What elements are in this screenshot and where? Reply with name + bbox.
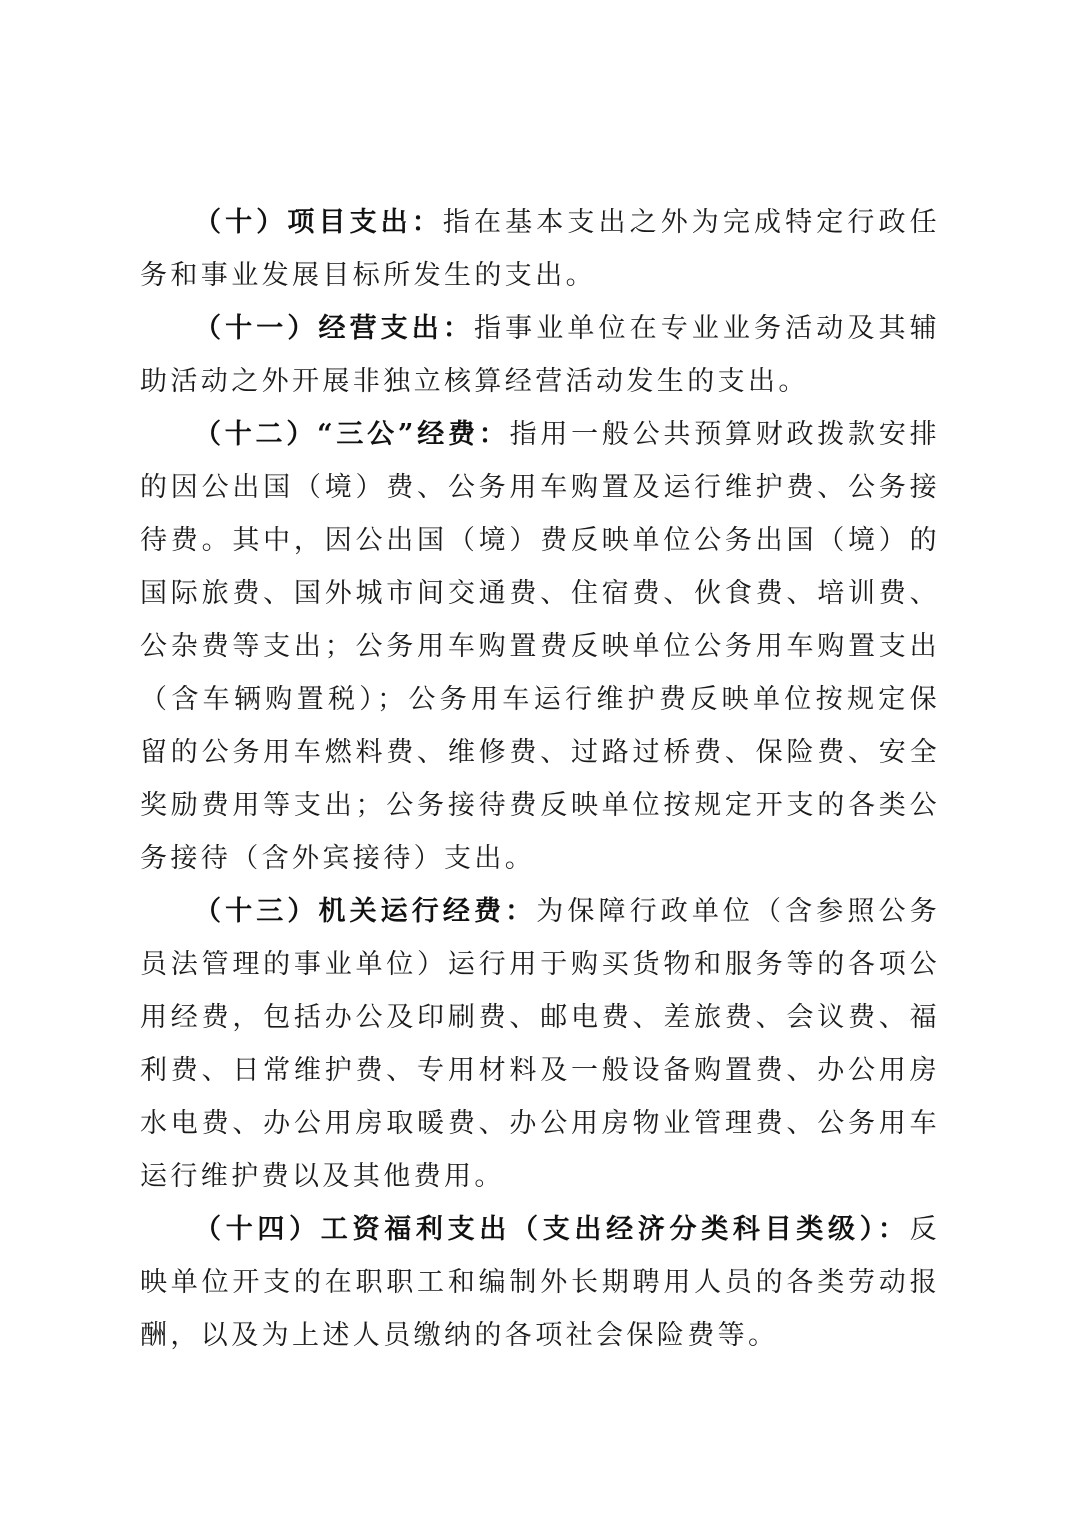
term-wages-welfare-expenditure: （十四）工资福利支出（支出经济分类科目类级）： [194,1214,910,1245]
document-body [140,196,940,1362]
definition-agency-operating-funds: 为保障行政单位（含参照公务员法管理的事业单位）运行用于购买货物和服务等的各项公用经费，包括办公及印刷费、邮电费、差旅费、会议费、福利费、日常维护费、专用材料及一般设备购置费、办公用房水电费、办公用房取暖费、办公用房物业管理费、公务用车运行维护费以及其他费用。 [140,896,941,1192]
paragraph-wages-welfare-expenditure [140,1203,940,1362]
term-project-expenditure: （十）项目支出： [194,207,443,238]
term-agency-operating-funds: （十三）机关运行经费： [194,896,537,927]
definition-wages-welfare-expenditure: 反映单位开支的在职职工和编制外长期聘用人员的各类劳动报酬，以及为上述人员缴纳的各项社会保险费等。 [140,1214,940,1351]
definition-three-public-expenses: 指用一般公共预算财政拨款安排的因公出国（境）费、公务用车购置及运行维护费、公务接待费。其中，因公出国（境）费反映单位公务出国（境）的国际旅费、国外城市间交通费、住宿费、伙食费、培训费、公杂费等支出；公务用车购置费反映单位公务用车购置支出（含车辆购置税）；公务用车运行维护费反映单位按规定保留的公务用车燃料费、维修费、过路过桥费、保险费、安全奖励费用等支出；公务接待费反映单位按规定开支的各类公务接待（含外宾接待）支出。 [140,419,940,874]
paragraph-agency-operating-funds [140,885,940,1203]
paragraph-operating-expenditure [140,302,940,408]
term-three-public-expenses: （十二）“三公”经费： [194,419,510,450]
paragraph-three-public-expenses [140,408,940,885]
term-operating-expenditure: （十一）经营支出： [194,313,475,344]
definition-operating-expenditure: 指事业单位在专业业务活动及其辅助活动之外开展非独立核算经营活动发生的支出。 [140,313,940,397]
definition-project-expenditure: 指在基本支出之外为完成特定行政任务和事业发展目标所发生的支出。 [140,207,940,291]
paragraph-project-expenditure [140,196,940,302]
